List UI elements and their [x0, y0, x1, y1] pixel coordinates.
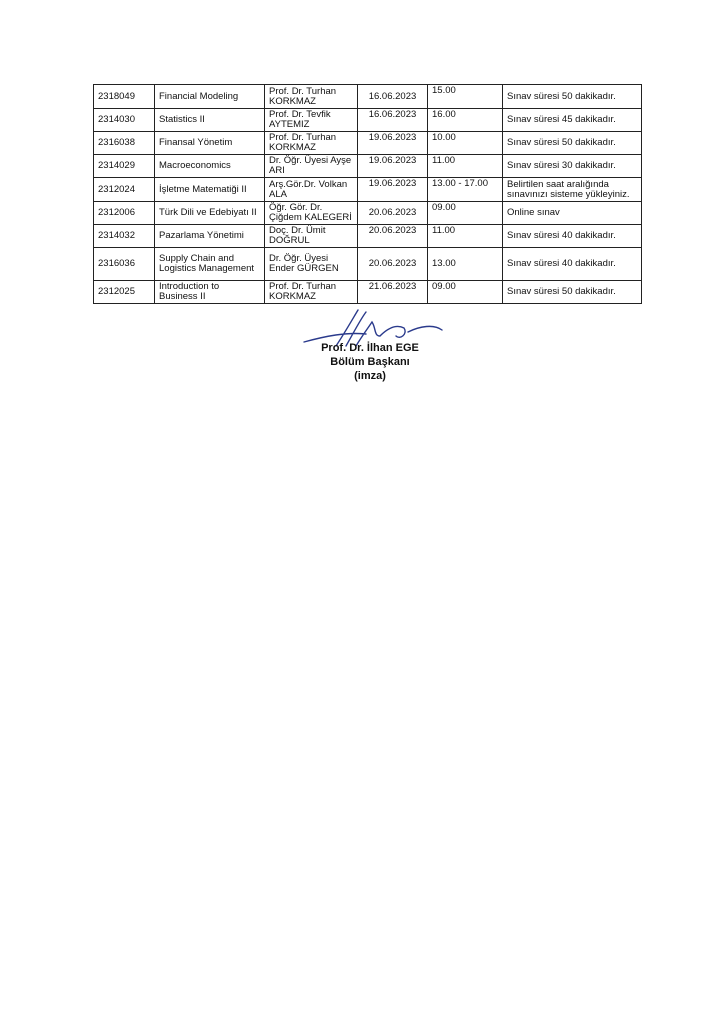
instructor: Doç. Dr. Ümit DOĞRUL — [265, 225, 358, 248]
table-row — [94, 202, 642, 225]
signatory-title: Bölüm Başkanı — [330, 356, 410, 368]
course-code: 2314030 — [94, 109, 155, 132]
instructor: Prof. Dr. Tevfik AYTEMIZ — [265, 109, 358, 132]
course-name: Macroeconomics — [155, 155, 265, 178]
exam-date: 21.06.2023 — [358, 281, 428, 304]
course-name: Türk Dili ve Edebiyatı II — [155, 202, 265, 225]
course-name: Finansal Yönetim — [155, 132, 265, 155]
table-row — [94, 85, 642, 109]
course-name: Introduction to Business II — [155, 281, 265, 304]
instructor: Arş.Gör.Dr. Volkan ALA — [265, 178, 358, 202]
course-name: Statistics II — [155, 109, 265, 132]
course-code: 2316036 — [94, 248, 155, 281]
table-row — [94, 109, 642, 132]
exam-date: 20.06.2023 — [358, 225, 428, 248]
table-row — [94, 248, 642, 281]
course-name: Financial Modeling — [155, 85, 265, 109]
exam-note: Sınav süresi 45 dakikadır. — [503, 109, 642, 132]
instructor: Dr. Öğr. Üyesi Ender GÜRGEN — [265, 248, 358, 281]
exam-note: Sınav süresi 40 dakikadır. — [503, 248, 642, 281]
signatory-name: Prof. Dr. İlhan EGE — [321, 342, 419, 354]
exam-note: Sınav süresi 40 dakikadır. — [503, 225, 642, 248]
exam-note: Sınav süresi 50 dakikadır. — [503, 281, 642, 304]
exam-time: 13.00 - 17.00 — [428, 178, 503, 202]
exam-date: 19.06.2023 — [358, 132, 428, 155]
table-row — [94, 225, 642, 248]
table-row — [94, 155, 642, 178]
exam-note: Sınav süresi 30 dakikadır. — [503, 155, 642, 178]
signature-label: (imza) — [354, 370, 386, 382]
table-row — [94, 178, 642, 202]
course-code: 2312025 — [94, 281, 155, 304]
course-code: 2314029 — [94, 155, 155, 178]
exam-time: 11.00 — [428, 225, 503, 248]
table-row — [94, 132, 642, 155]
exam-date: 16.06.2023 — [358, 85, 428, 109]
exam-note: Sınav süresi 50 dakikadır. — [503, 132, 642, 155]
exam-time: 11.00 — [428, 155, 503, 178]
course-name: Supply Chain and Logistics Management — [155, 248, 265, 281]
course-name: Pazarlama Yönetimi — [155, 225, 265, 248]
exam-time: 16.00 — [428, 109, 503, 132]
exam-date: 19.06.2023 — [358, 155, 428, 178]
exam-date: 20.06.2023 — [358, 248, 428, 281]
course-code: 2312006 — [94, 202, 155, 225]
exam-date: 19.06.2023 — [358, 178, 428, 202]
course-code: 2318049 — [94, 85, 155, 109]
instructor: Öğr. Gör. Dr. Çiğdem KALEGERİ — [265, 202, 358, 225]
instructor: Prof. Dr. Turhan KORKMAZ — [265, 85, 358, 109]
instructor: Dr. Öğr. Üyesi Ayşe ARI — [265, 155, 358, 178]
exam-schedule-table — [93, 84, 642, 304]
course-code: 2312024 — [94, 178, 155, 202]
course-name: İşletme Matematiği II — [155, 178, 265, 202]
exam-date: 20.06.2023 — [358, 202, 428, 225]
exam-time: 13.00 — [428, 248, 503, 281]
exam-time: 10.00 — [428, 132, 503, 155]
course-code: 2314032 — [94, 225, 155, 248]
exam-note: Sınav süresi 50 dakikadır. — [503, 85, 642, 109]
exam-date: 16.06.2023 — [358, 109, 428, 132]
instructor: Prof. Dr. Turhan KORKMAZ — [265, 132, 358, 155]
exam-note: Belirtilen saat aralığında sınavınızı sisteme yükleyiniz. — [503, 178, 642, 202]
exam-note: Online sınav — [503, 202, 642, 225]
table-row — [94, 281, 642, 304]
signature-block — [280, 308, 460, 383]
exam-time: 15.00 — [428, 85, 503, 109]
exam-time: 09.00 — [428, 202, 503, 225]
instructor: Prof. Dr. Turhan KORKMAZ — [265, 281, 358, 304]
exam-time: 09.00 — [428, 281, 503, 304]
course-code: 2316038 — [94, 132, 155, 155]
